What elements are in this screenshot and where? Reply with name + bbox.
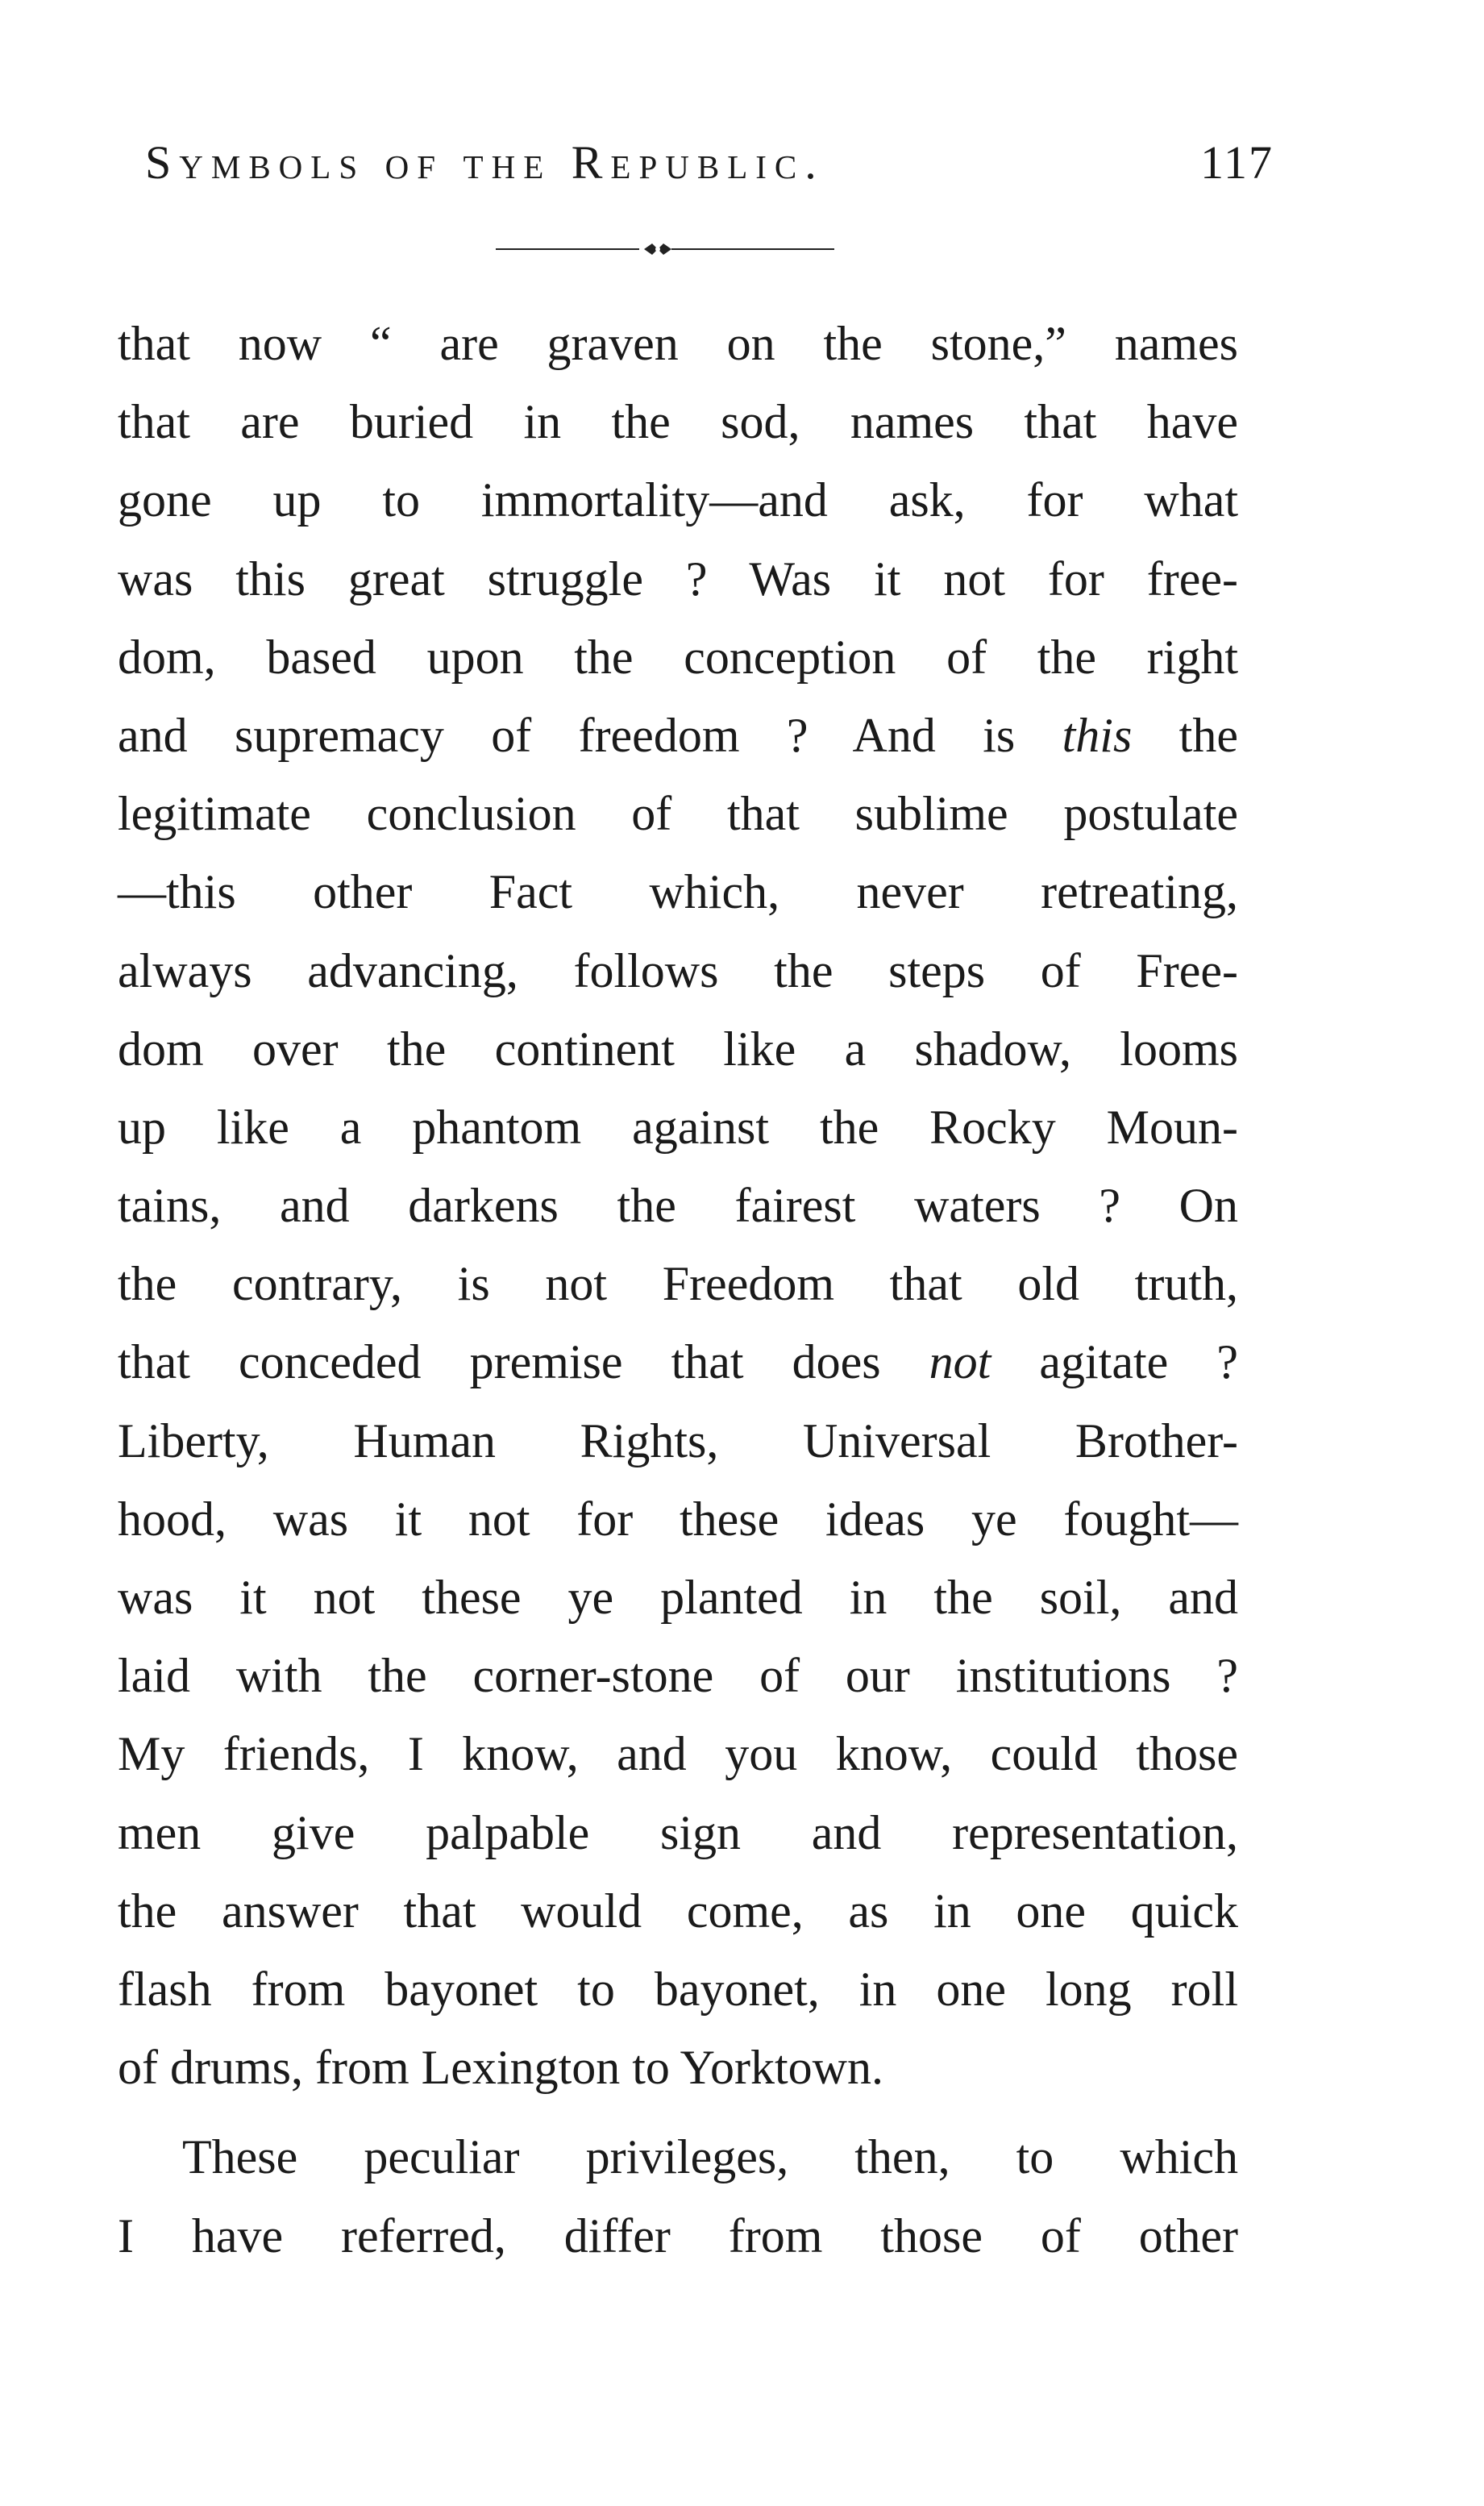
text-segment: always advancing, follows the steps of Free- bbox=[118, 943, 1238, 997]
text-line bbox=[118, 1480, 1238, 1559]
text-line bbox=[118, 1010, 1238, 1089]
text-line bbox=[118, 305, 1238, 383]
paragraph bbox=[118, 305, 1238, 2107]
text-segment: My friends, I know, and you know, could those bbox=[118, 1727, 1238, 1781]
text-segment: was this great struggle ? Was it not for free- bbox=[118, 552, 1238, 606]
text-segment: men give palpable sign and representation, bbox=[118, 1805, 1238, 1859]
text-line bbox=[118, 2029, 1238, 2107]
text-line bbox=[118, 1637, 1238, 1715]
text-segment: up like a phantom against the Rocky Moun- bbox=[118, 1100, 1238, 1154]
text-segment: These peculiar privileges, then, to which bbox=[182, 2130, 1238, 2184]
text-segment: was it not these ye planted in the soil, and bbox=[118, 1571, 1238, 1624]
text-line bbox=[118, 1950, 1238, 2029]
text-line bbox=[118, 697, 1238, 775]
text-line bbox=[118, 1794, 1238, 1872]
text-line bbox=[118, 853, 1238, 931]
text-line bbox=[118, 2197, 1238, 2275]
text-segment: the contrary, is not Freedom that old truth, bbox=[118, 1257, 1238, 1311]
text-line bbox=[118, 1715, 1238, 1793]
text-segment: I have referred, differ from those of other bbox=[118, 2208, 1238, 2262]
text-segment: the answer that would come, as in one quick bbox=[118, 1884, 1238, 1938]
text-segment: dom over the continent like a shadow, looms bbox=[118, 1022, 1238, 1076]
text-segment: agitate ? bbox=[991, 1335, 1238, 1389]
ornament-diamond-icon bbox=[644, 242, 671, 256]
text-line bbox=[118, 1402, 1238, 1480]
text-line bbox=[118, 618, 1238, 697]
body-text bbox=[118, 305, 1238, 2275]
text-segment: —this other Fact which, never retreating, bbox=[118, 865, 1238, 919]
italic-word: this bbox=[1062, 708, 1133, 762]
text-segment: legitimate conclusion of that sublime postulate bbox=[118, 787, 1238, 841]
header-rule-ornament bbox=[496, 239, 834, 259]
text-segment: of drums, from Lexington to Yorktown. bbox=[118, 2041, 883, 2095]
text-line bbox=[118, 383, 1238, 461]
text-line bbox=[118, 932, 1238, 1010]
page-number: 117 bbox=[1200, 136, 1274, 189]
text-segment: Liberty, Human Rights, Universal Brother- bbox=[118, 1413, 1238, 1467]
text-line bbox=[118, 775, 1238, 853]
text-segment: gone up to immortality—and ask, for what bbox=[118, 473, 1238, 527]
italic-word: not bbox=[929, 1335, 991, 1389]
text-line bbox=[118, 461, 1238, 539]
text-line bbox=[118, 540, 1238, 618]
running-head bbox=[145, 135, 1274, 208]
text-line bbox=[118, 1559, 1238, 1637]
text-segment: that conceded premise that does bbox=[118, 1335, 929, 1389]
text-segment: and supremacy of freedom ? And is bbox=[118, 708, 1062, 762]
text-segment: dom, based upon the conception of the right bbox=[118, 630, 1238, 684]
text-segment: that now “ are graven on the stone,” names bbox=[118, 317, 1238, 370]
text-line bbox=[118, 1245, 1238, 1323]
text-segment: hood, was it not for these ideas ye fought— bbox=[118, 1492, 1238, 1546]
running-title: Symbols of the Republic. bbox=[145, 136, 825, 189]
text-segment: that are buried in the sod, names that have bbox=[118, 395, 1238, 449]
text-segment: flash from bayonet to bayonet, in one long roll bbox=[118, 1962, 1238, 2016]
ornament-rule-left bbox=[496, 248, 639, 250]
text-line bbox=[118, 1323, 1238, 1401]
text-line bbox=[118, 1872, 1238, 1950]
paragraph-gap bbox=[118, 2107, 1238, 2118]
text-line bbox=[118, 1089, 1238, 1167]
text-segment: the bbox=[1132, 708, 1238, 762]
text-line bbox=[118, 2118, 1238, 2196]
ornament-rule-right bbox=[671, 248, 834, 250]
text-segment: tains, and darkens the fairest waters ? On bbox=[118, 1179, 1238, 1233]
text-line bbox=[118, 1167, 1238, 1245]
paragraph bbox=[118, 2118, 1238, 2275]
text-segment: laid with the corner-stone of our institutions ? bbox=[118, 1649, 1238, 1703]
